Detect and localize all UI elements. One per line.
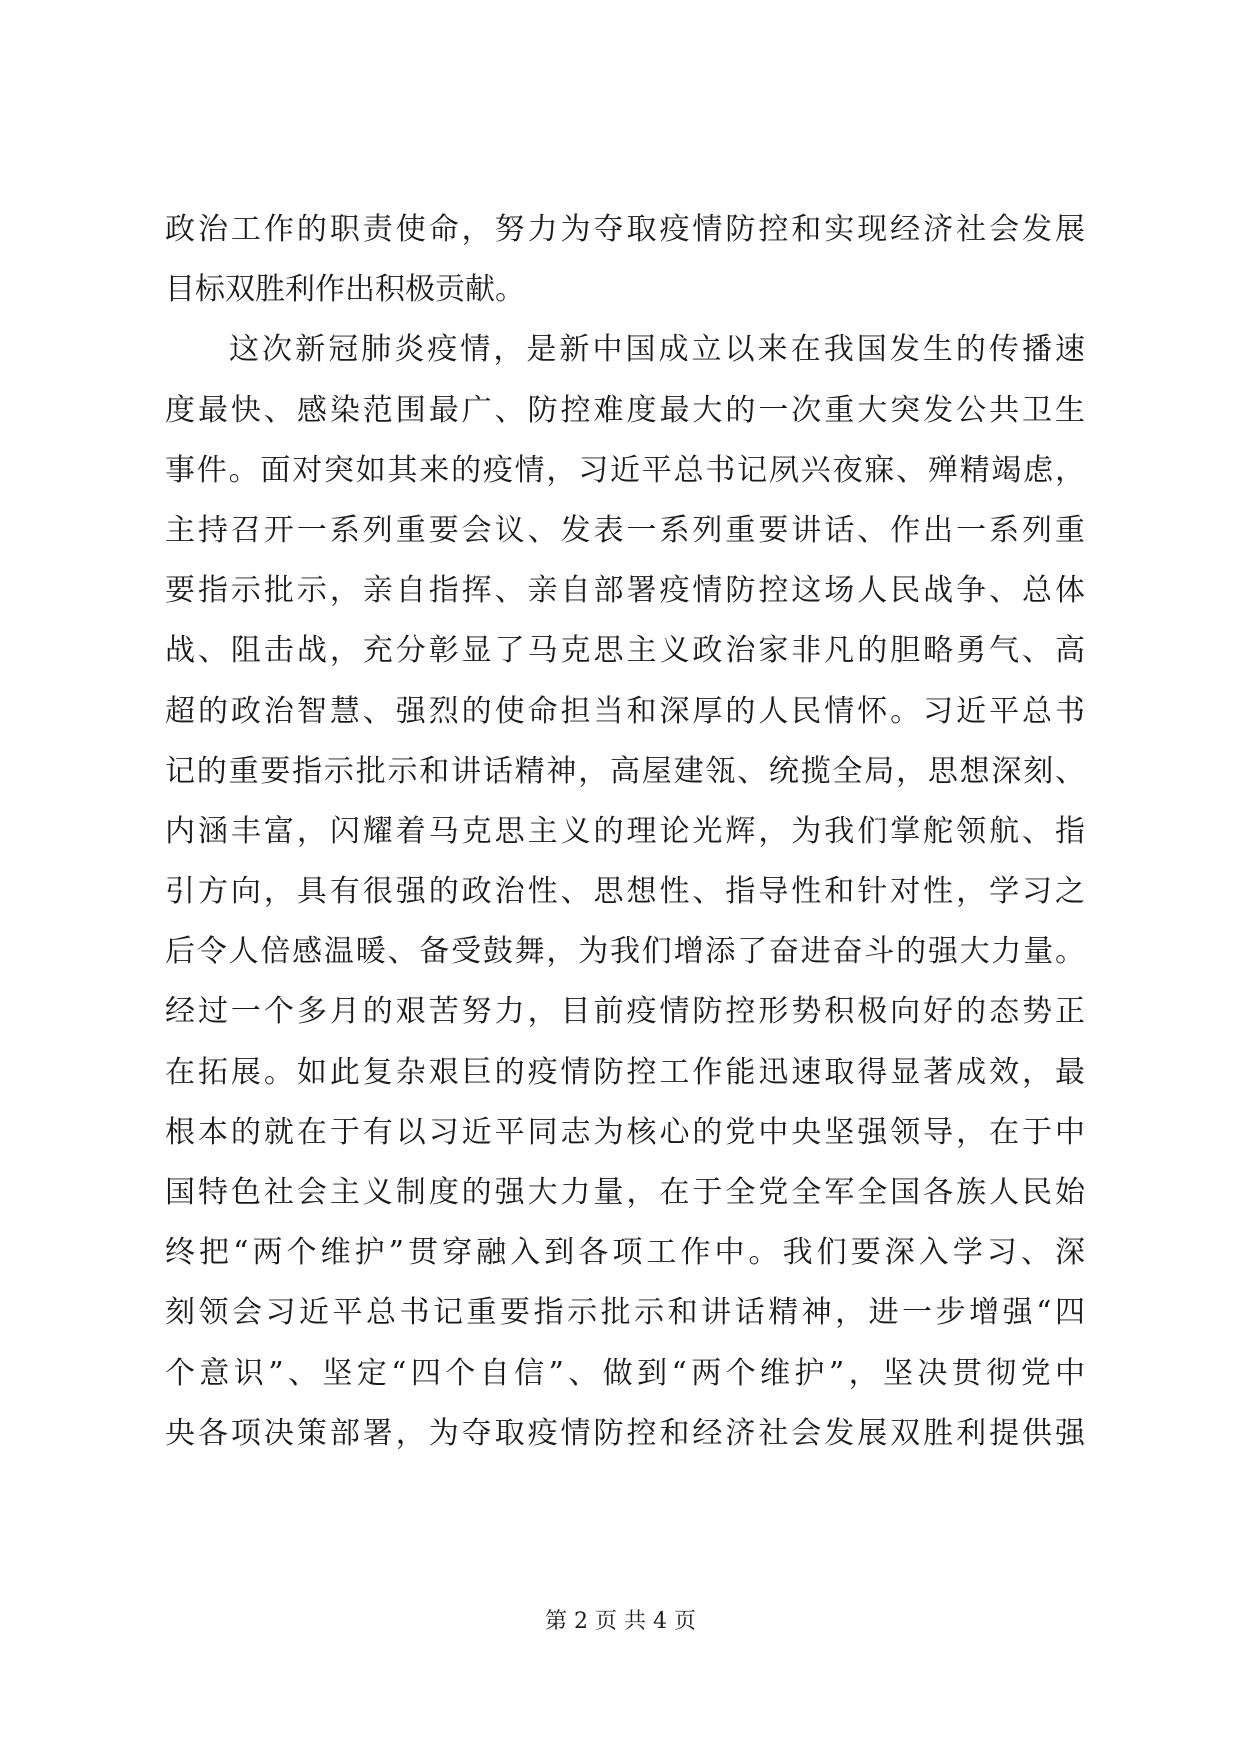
text-line: 根本的就在于有以习近平同志为核心的党中央坚强领导，在于中 [165, 1114, 1085, 1150]
text-line: 经过一个多月的艰苦努力，目前疫情防控形势积极向好的态势正 [165, 994, 1085, 1030]
text-line: 个意识”、坚定“四个自信”、做到“两个维护”，坚决贯彻党中 [165, 1355, 1085, 1391]
text-line: 央各项决策部署，为夺取疫情防控和经济社会发展双胜利提供强 [165, 1415, 1085, 1451]
text-line: 这次新冠肺炎疫情，是新中国成立以来在我国发生的传播速 [229, 332, 1085, 368]
text-line: 内涵丰富，闪耀着马克思主义的理论光辉，为我们掌舵领航、指 [165, 813, 1085, 849]
page-footer [0, 1607, 1241, 1637]
text-line: 度最快、感染范围最广、防控难度最大的一次重大突发公共卫生 [165, 392, 1085, 428]
text-line: 要指示批示，亲自指挥、亲自部署疫情防控这场人民战争、总体 [165, 573, 1085, 609]
text-line: 终把“两个维护”贯穿融入到各项工作中。我们要深入学习、深 [165, 1235, 1085, 1271]
text-line: 主持召开一系列重要会议、发表一系列重要讲话、作出一系列重 [165, 512, 1085, 548]
text-line: 目标双胜利作出积极贡献。 [165, 272, 525, 308]
text-line: 国特色社会主义制度的强大力量，在于全党全军全国各族人民始 [165, 1175, 1085, 1210]
text-line: 记的重要指示批示和讲话精神，高屋建瓴、统揽全局，思想深刻、 [165, 753, 1085, 789]
text-line: 超的政治智慧、强烈的使命担当和深厚的人民情怀。习近平总书 [165, 693, 1085, 729]
text-line: 在拓展。如此复杂艰巨的疫情防控工作能迅速取得显著成效，最 [165, 1054, 1085, 1090]
text-line: 后令人倍感温暖、备受鼓舞，为我们增添了奋进奋斗的强大力量。 [165, 934, 1085, 970]
text-line: 战、阻击战，充分彰显了马克思主义政治家非凡的胆略勇气、高 [165, 633, 1085, 669]
page-number: 第 2 页 共 4 页 [545, 1609, 696, 1634]
text-line: 事件。面对突如其来的疫情，习近平总书记夙兴夜寐、殚精竭虑， [165, 452, 1085, 488]
body-text [165, 200, 1085, 1464]
text-line: 刻领会习近平总书记重要指示批示和讲话精神，进一步增强“四 [165, 1295, 1085, 1331]
text-line: 引方向，具有很强的政治性、思想性、指导性和针对性，学习之 [165, 874, 1085, 910]
text-line: 政治工作的职责使命，努力为夺取疫情防控和实现经济社会发展 [165, 212, 1085, 247]
